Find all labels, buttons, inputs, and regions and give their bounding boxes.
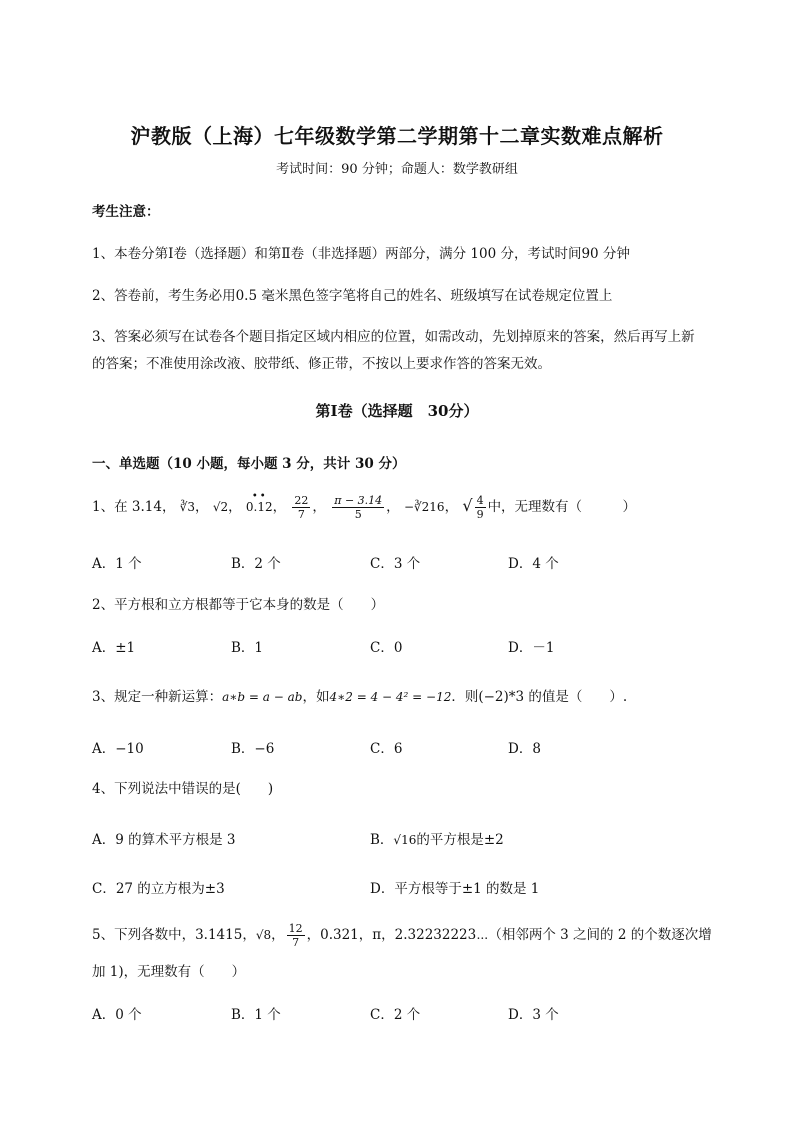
question-4: 4、下列说法中错误的是( ) [92,781,274,797]
q3-example: 4∗2 = 4 − 4² = −12 [329,690,452,704]
q1-cbrt3: ∛3 [179,500,196,514]
q1-fraction-22-7: $\frac{22}{7}$ [294,494,309,521]
q5-option-d[interactable]: D．3 个 [508,1007,559,1023]
q5-option-b[interactable]: B．1 个 [231,1007,281,1023]
q1-repeating-decimal: •• 0.12 [245,491,273,514]
q3-rule: a∗b = a − ab [222,690,303,704]
q5-sqrt8: √8 [255,928,272,942]
q3-mid: ，如 [302,689,330,705]
question-2: 2、平方根和立方根都等于它本身的数是（ ） [92,597,385,613]
q5-rest: ，0.321，π，2.32232223⋯（相邻两个 3 之间的 2 的个数逐次增 [306,927,712,943]
question-5-line-2: 加 1)，无理数有（ ） [92,964,246,980]
page-title: 沪教版（上海）七年级数学第二学期第十二章实数难点解析 [130,124,664,148]
section-title: 第Ⅰ卷（选择题 30分） [315,402,479,420]
exam-subtitle: 考试时间：90 分钟；命题人：数学教研组 [276,162,518,177]
q1-fraction-pi: $\frac{\pi - 3.14}{5}$ [334,494,383,521]
q3-option-c[interactable]: C．6 [370,741,403,757]
part-heading: 一、单选题（10 小题，每小题 3 分，共计 30 分） [92,456,406,472]
q1-option-a[interactable]: A．1 个 [92,556,142,572]
q3-end: ．则(−2)*3 的值是（ ）. [451,689,628,705]
notice-item-3-line-1: 3、答案必须写在试卷各个题目指定区域内相应的位置，如需改动，先划掉原来的答案，然后再写上新 [92,329,695,345]
notice-heading: 考生注意： [92,204,160,220]
q3-option-a[interactable]: A．−10 [92,741,144,757]
q3-prefix: 3、规定一种新运算： [92,689,223,705]
question-1: 1、在 3.14， ∛3， √2， •• 0.12， $\frac{22}{7}$ ， $\frac{\pi - 3.14}{5}$ ， −∛216， √ $\frac{4}{9}$ 中，无理数有（ ） [92,491,637,521]
q4-option-b[interactable]: B．√16的平方根是±2 [370,832,504,848]
q2-option-a[interactable]: A．±1 [92,640,136,656]
notice-item-2: 2、答卷前，考生务必用0.5 毫米黑色签字笔将自己的姓名、班级填写在试卷规定位置上 [92,288,613,304]
q4-sqrt16: √16 [393,833,417,847]
q4-option-c[interactable]: C．27 的立方根为±3 [92,881,225,897]
q4-option-a[interactable]: A．9 的算术平方根是 3 [92,832,236,848]
q1-sqrt2: √2 [212,500,229,514]
q1-prefix: 1、在 3.14， [92,499,176,515]
q2-option-b[interactable]: B．1 [231,640,264,656]
question-3 [92,685,627,705]
q2-option-d[interactable]: D．－1 [508,640,555,656]
q5-prefix: 5、下列各数中，3.1415， [92,927,256,943]
q1-option-b[interactable]: B．2 个 [231,556,281,572]
q2-option-c[interactable]: C．0 [370,640,403,656]
q3-option-d[interactable]: D．8 [508,741,541,757]
q3-option-b[interactable]: B．−6 [231,741,275,757]
notice-item-3-line-2: 的答案；不准使用涂改液、胶带纸、修正带，不按以上要求作答的答案无效。 [92,356,551,372]
notice-item-1: 1、本卷分第Ⅰ卷（选择题）和第Ⅱ卷（非选择题）两部分，满分 100 分，考试时间90 分钟 [92,246,630,262]
q1-fraction-4-9: $\frac{4}{9}$ [476,494,484,521]
q1-neg-cbrt216: −∛216 [403,500,445,514]
q1-option-d[interactable]: D．4 个 [508,556,559,572]
q5-option-c[interactable]: C．2 个 [370,1007,421,1023]
q5-option-a[interactable]: A．0 个 [92,1007,142,1023]
q4-option-d[interactable]: D．平方根等于±1 的数是 1 [370,881,540,897]
q5-fraction-12-7: $\frac{12}{7}$ [288,922,303,949]
q1-option-c[interactable]: C．3 个 [370,556,421,572]
question-5-line-1: 5、下列各数中，3.1415，√8， $\frac{12}{7}$ ，0.321，π，2.32232223⋯（相邻两个 3 之间的 2 的个数逐次增 [92,922,712,949]
q1-suffix: 中，无理数有（ ） [487,499,637,515]
